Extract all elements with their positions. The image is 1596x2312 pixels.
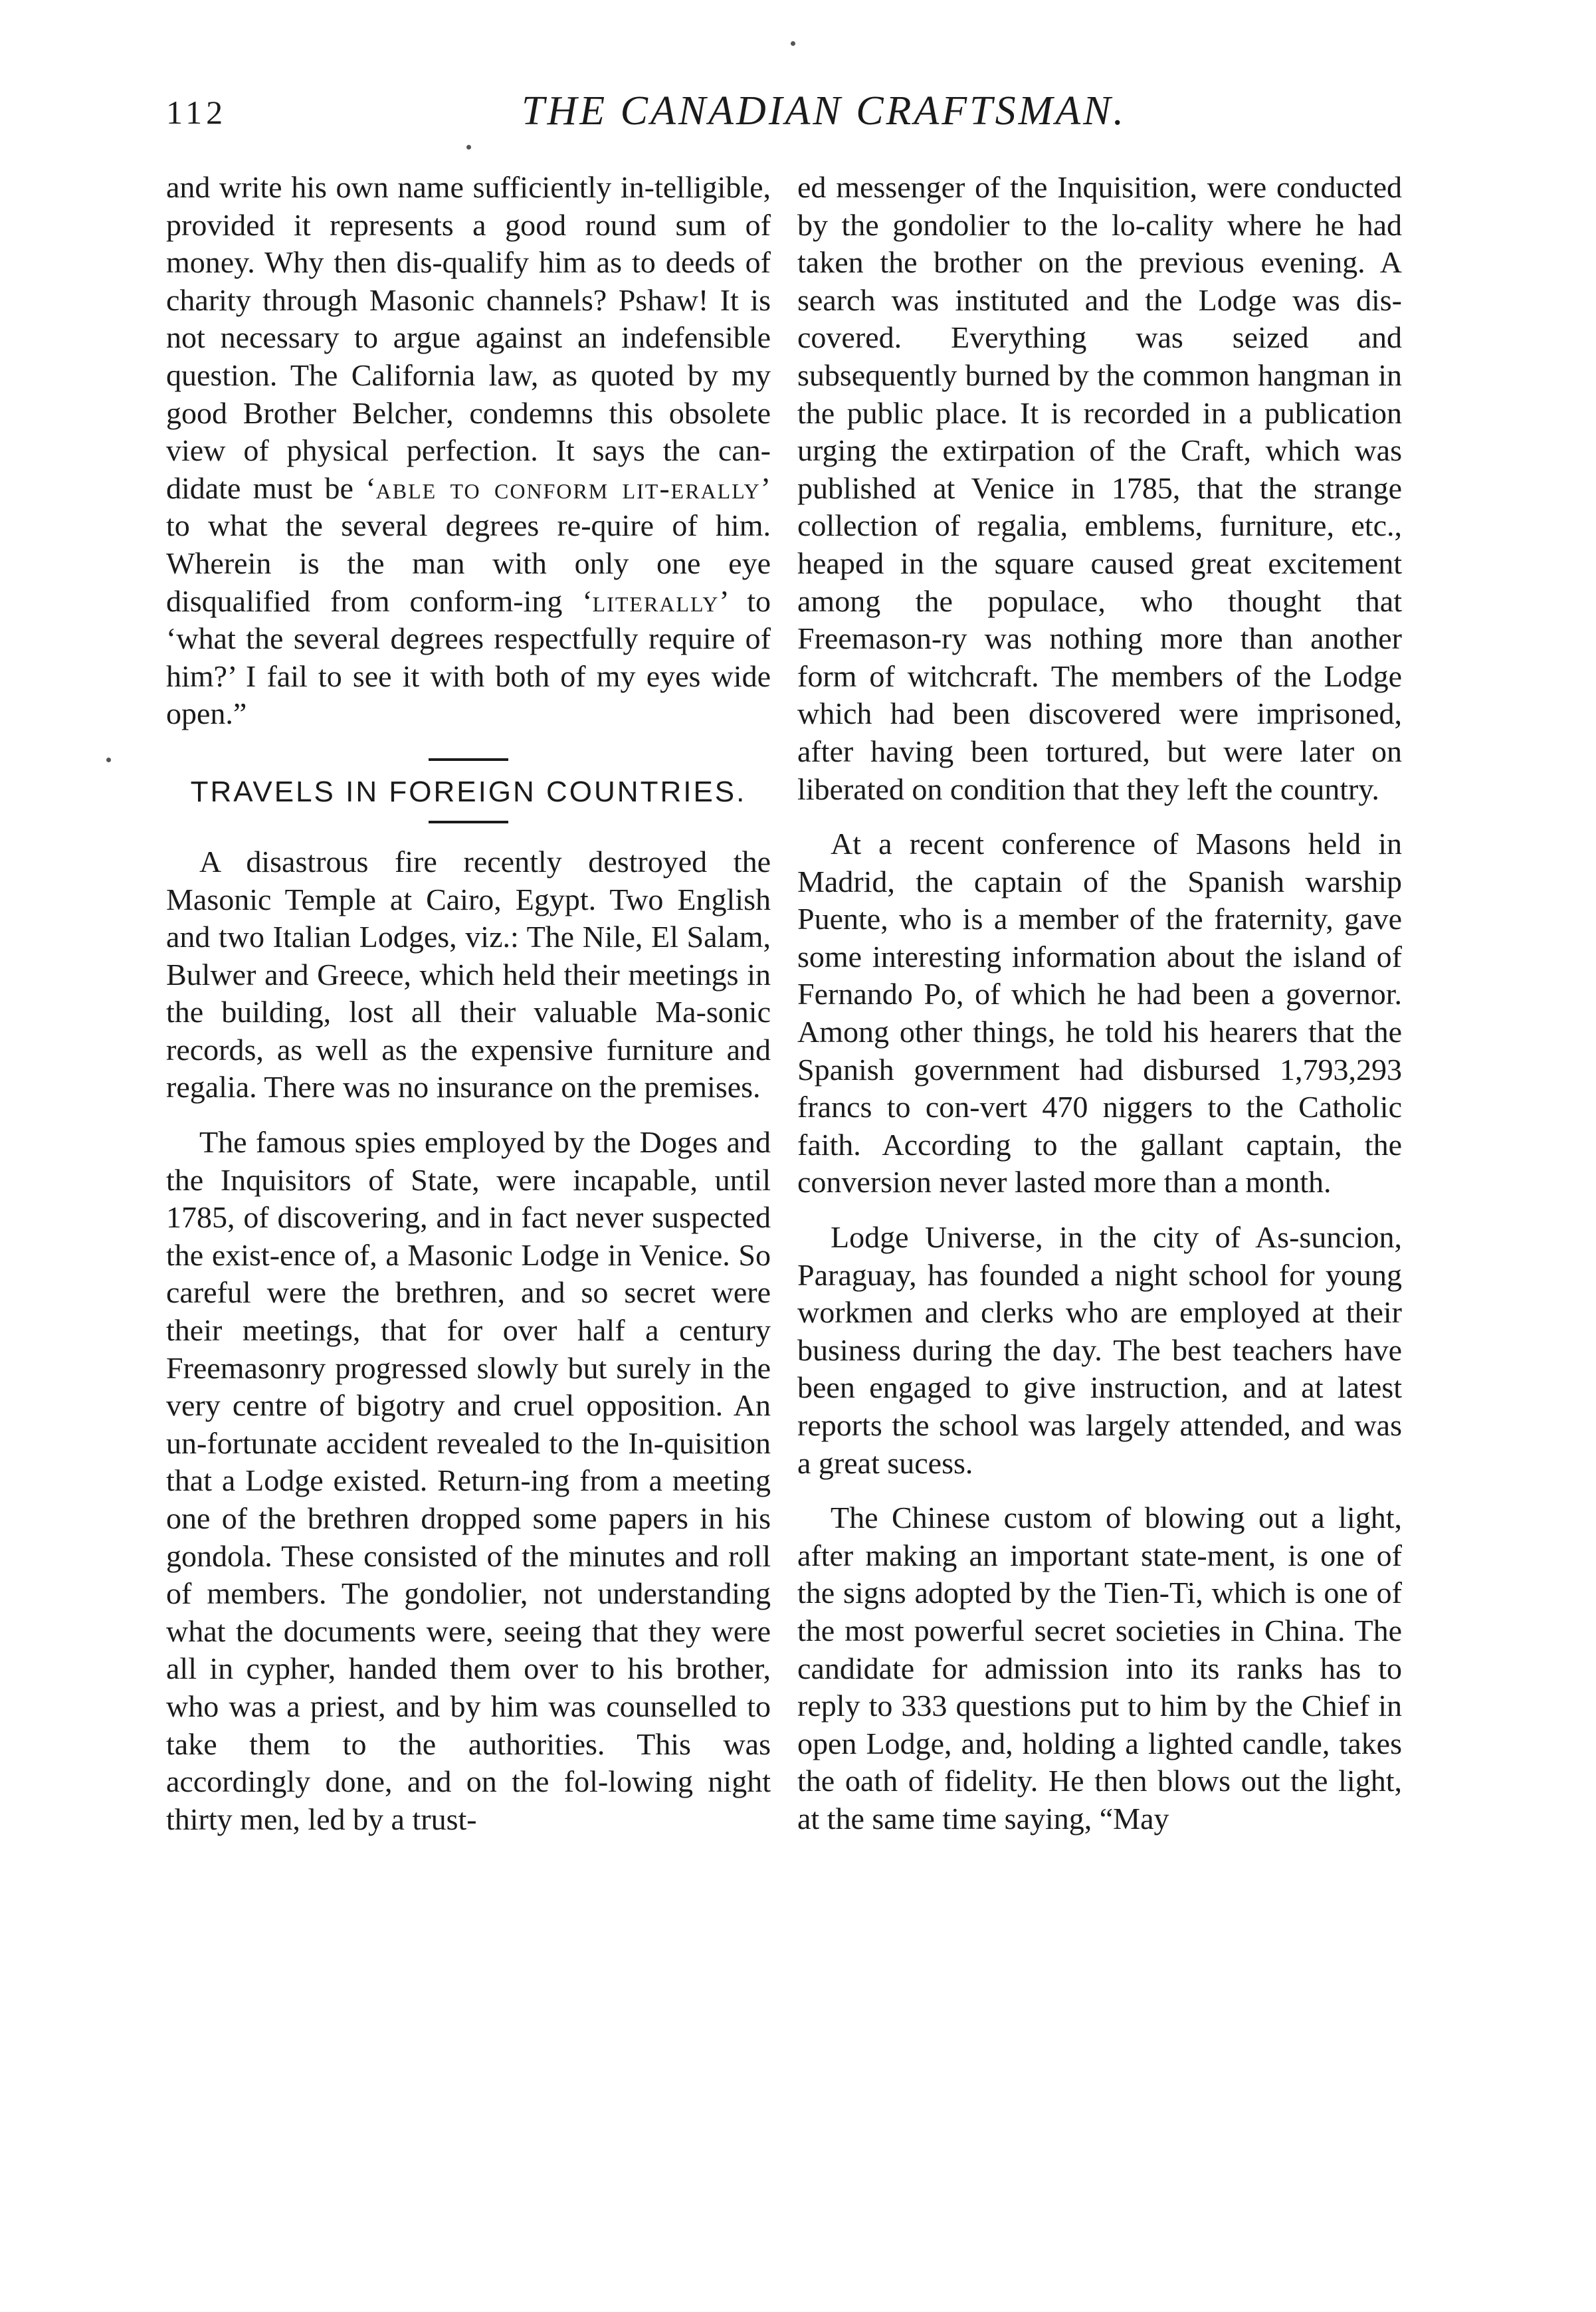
right-column: [797, 169, 1402, 1838]
article-paragraph: ed messenger of the Inquisition, were conducted by the gondolier to the lo-cality where he had taken the brother on the previous evening. A search was instituted and the Lodge was dis-covered. Everything was seized and subsequently burned by the common hangman in the public place. It is recorded in a publication urging the extirpation of the Craft, which was published at Venice in 1785, that the strange collection of regalia, emblems, furniture, etc., heaped in the square caused great excitement among the populace, who thought that Freemason-ry was nothing more than another form of witchcraft. The members of the Lodge which had been discovered were imprisoned, after having been tortured, but were later on liberated on condition that they left the country.: [797, 170, 1402, 806]
page-number: 112: [166, 94, 227, 131]
continued-paragraph: [166, 169, 771, 733]
ink-speck: [791, 41, 795, 46]
article-paragraph: The famous spies employed by the Doges and the Inquisitors of State, were incapable, until 1785, of discovering, and in fact never suspected the exist-ence of, a Masonic Lodge in Venice. So careful were the brethren, and so secret were their meetings, that for over half a century Freemasonry progressed slowly but surely in the very centre of bigotry and cruel opposition. An un-fortunate accident revealed to the In-quisition that a Lodge existed. Return-ing from a meeting one of the brethren dropped some papers in his gondola. These consisted of the minutes and roll of members. The gondolier, not understanding what the documents were, seeing that they were all in cypher, handed them over to his brother, who was a priest, and by him was counselled to take them to the authorities. This was accordingly done, and on the fol-lowing night thirty men, led by a trust-: [166, 1125, 771, 1836]
section-heading: TRAVELS IN FOREIGN COUNTRIES.: [190, 775, 747, 808]
paragraph-text: and write his own name sufficiently in-telligible, provided it represents a good round sum of money. Why then dis-qualify him as to deeds of charity through Masonic channels? Pshaw! It is not necessary to argue against an indefensible question. The California law, as quoted by my good Brother Belcher, condemns this obsolete view of physical perfection. It says the can-didate must be ‘: [166, 170, 771, 505]
article-paragraph: At a recent conference of Masons held in Madrid, the captain of the Spanish warship Puente, who is a member of the fraternity, gave some interesting information about the island of Fernando Po, of which he had been a governor. Among other things, he told his hearers that the Spanish government had disbursed 1,793,293 francs to con-vert 470 niggers to the Catholic faith. According to the gallant captain, the conversion never lasted more than a month.: [797, 827, 1402, 1200]
left-column: [166, 169, 771, 1838]
ink-speck: [106, 758, 111, 762]
smallcaps-phrase: literally: [592, 583, 720, 618]
article-paragraph: A disastrous fire recently destroyed the Masonic Temple at Cairo, Egypt. Two English and two Italian Lodges, viz.: The Nile, El Salam, Bulwer and Greece, which held their meetings in the building, lost all their valuable Ma-sonic records, as well as the expensive furniture and regalia. There was no insurance on the premises.: [166, 844, 771, 1104]
running-title: THE CANADIAN CRAFTSMAN.: [521, 88, 1127, 134]
section-heading-block: [166, 758, 771, 823]
ink-speck: [466, 145, 471, 150]
rule-divider: [429, 821, 508, 823]
rule-divider: [429, 758, 508, 761]
smallcaps-phrase: able to conform lit-erally: [375, 471, 761, 505]
paragraph-text: ’ to ‘what the several degrees respectfully require of him?’ I fail to see it with both of my eyes wide open.”: [166, 583, 771, 731]
article-paragraph: Lodge Universe, in the city of As-suncion, Paraguay, has founded a night school for young workmen and clerks who are employed at their business during the day. The best teachers have been engaged to give instruction, and at latest reports the school was largely attended, and was a great sucess.: [797, 1220, 1402, 1480]
paragraph-text: ’ to what the several degrees re-quire of him. Wherein is the man with only one eye disqualified from conform-ing ‘: [166, 471, 771, 618]
article-paragraph: The Chinese custom of blowing out a light, after making an important state-ment, is one of the signs adopted by the Tien-Ti, which is one of the most powerful secret societies in China. The candidate for admission into its ranks has to reply to 333 questions put to him by the Chief in open Lodge, and, holding a lighted candle, takes the oath of fidelity. He then blows out the light, at the same time saying, “May: [797, 1501, 1402, 1836]
